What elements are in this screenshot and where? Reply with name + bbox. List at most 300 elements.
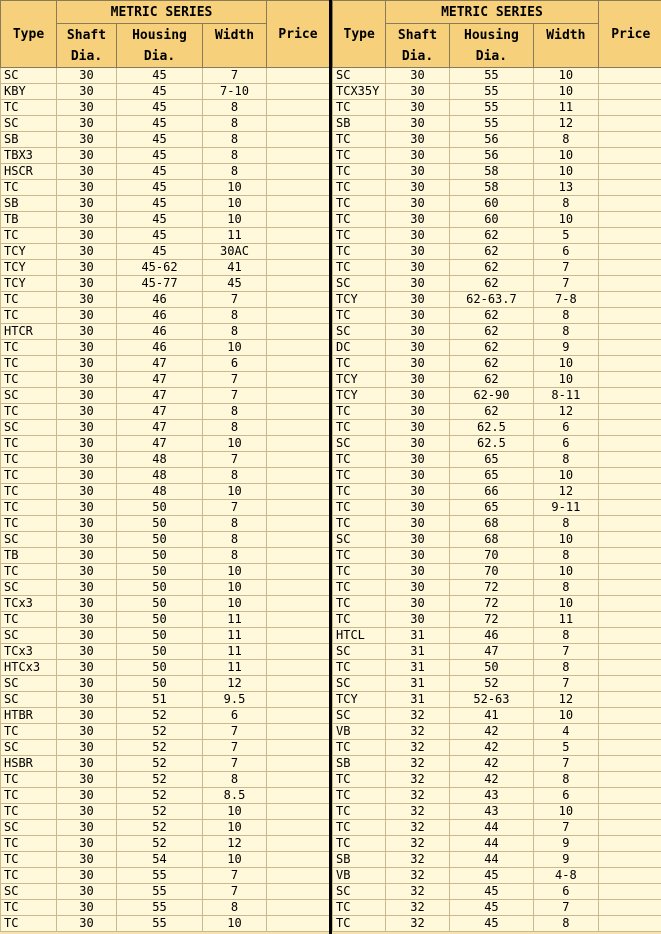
table-row xyxy=(1,340,330,356)
cell-type: SC xyxy=(333,68,386,84)
table-row xyxy=(1,260,330,276)
cell-housing-dia: 62 xyxy=(449,244,534,260)
table-row xyxy=(1,148,330,164)
cell-type: TC xyxy=(333,196,386,212)
cell-shaft-dia: 32 xyxy=(386,772,449,788)
cell-price xyxy=(267,564,330,580)
cell-price xyxy=(598,372,661,388)
cell-shaft-dia: 30 xyxy=(57,452,117,468)
cell-price xyxy=(598,596,661,612)
cell-price xyxy=(598,436,661,452)
table-row xyxy=(333,164,661,180)
cell-price xyxy=(598,884,661,900)
cell-housing-dia: 52 xyxy=(117,724,203,740)
cell-type: SB xyxy=(1,196,57,212)
cell-housing-dia: 45 xyxy=(117,196,203,212)
cell-type: TC xyxy=(333,900,386,916)
cell-price xyxy=(267,68,330,84)
cell-shaft-dia: 30 xyxy=(386,468,449,484)
cell-shaft-dia: 30 xyxy=(57,884,117,900)
cell-price xyxy=(267,116,330,132)
cell-width: 10 xyxy=(534,372,598,388)
col-type-header: Type xyxy=(1,24,57,47)
cell-shaft-dia: 30 xyxy=(57,244,117,260)
cell-width: 7 xyxy=(534,756,598,772)
cell-price xyxy=(598,676,661,692)
cell-shaft-dia: 30 xyxy=(57,132,117,148)
cell-type: TC xyxy=(1,100,57,116)
header-blank xyxy=(598,46,661,68)
cell-width: 8 xyxy=(534,132,598,148)
cell-type: HTCL xyxy=(333,628,386,644)
cell-housing-dia: 52 xyxy=(117,836,203,852)
cell-price xyxy=(598,292,661,308)
table-row xyxy=(333,916,661,932)
cell-type: TC xyxy=(1,868,57,884)
cell-housing-dia: 46 xyxy=(117,292,203,308)
cell-housing-dia: 52 xyxy=(117,708,203,724)
table-row xyxy=(333,100,661,116)
table-row xyxy=(333,516,661,532)
cell-type: TC xyxy=(333,500,386,516)
cell-price xyxy=(267,484,330,500)
cell-type: SC xyxy=(333,276,386,292)
cell-price xyxy=(267,148,330,164)
cell-shaft-dia: 32 xyxy=(386,724,449,740)
cell-price xyxy=(267,852,330,868)
cell-shaft-dia: 30 xyxy=(57,420,117,436)
cell-price xyxy=(267,420,330,436)
cell-housing-dia: 52 xyxy=(117,756,203,772)
cell-housing-dia: 45 xyxy=(449,884,534,900)
cell-housing-dia: 50 xyxy=(117,564,203,580)
cell-housing-dia: 50 xyxy=(117,532,203,548)
cell-shaft-dia: 30 xyxy=(57,404,117,420)
cell-housing-dia: 60 xyxy=(449,212,534,228)
table-row xyxy=(1,196,330,212)
cell-type: SC xyxy=(1,676,57,692)
cell-shaft-dia: 32 xyxy=(386,804,449,820)
cell-width: 10 xyxy=(203,916,267,932)
cell-price xyxy=(598,708,661,724)
cell-width: 9 xyxy=(534,340,598,356)
cell-housing-dia: 50 xyxy=(117,580,203,596)
cell-price xyxy=(598,852,661,868)
cell-housing-dia: 55 xyxy=(117,916,203,932)
cell-width: 7 xyxy=(203,292,267,308)
cell-width: 7 xyxy=(534,644,598,660)
cell-housing-dia: 48 xyxy=(117,468,203,484)
cell-housing-dia: 62 xyxy=(449,356,534,372)
cell-housing-dia: 52 xyxy=(117,772,203,788)
table-row xyxy=(1,756,330,772)
cell-type: TCY xyxy=(333,388,386,404)
cell-price xyxy=(598,580,661,596)
cell-width: 7 xyxy=(534,276,598,292)
cell-price xyxy=(267,836,330,852)
cell-width: 10 xyxy=(203,820,267,836)
col-type-header: Type xyxy=(333,24,386,47)
cell-type: TC xyxy=(333,212,386,228)
cell-shaft-dia: 30 xyxy=(57,676,117,692)
cell-shaft-dia: 30 xyxy=(57,372,117,388)
cell-width: 7 xyxy=(534,900,598,916)
col-shaft-header: Shaft xyxy=(57,24,117,47)
cell-shaft-dia: 32 xyxy=(386,884,449,900)
cell-price xyxy=(267,644,330,660)
table-row xyxy=(333,180,661,196)
cell-width: 8 xyxy=(534,772,598,788)
cell-width: 7 xyxy=(534,260,598,276)
cell-housing-dia: 45 xyxy=(117,244,203,260)
series-title: METRIC SERIES xyxy=(57,1,267,24)
cell-width: 5 xyxy=(534,740,598,756)
cell-price xyxy=(598,628,661,644)
cell-shaft-dia: 30 xyxy=(57,468,117,484)
table-row xyxy=(1,388,330,404)
cell-type: HTCx3 xyxy=(1,660,57,676)
table-row xyxy=(333,740,661,756)
cell-type: TC xyxy=(1,500,57,516)
cell-type: SC xyxy=(333,708,386,724)
series-title: METRIC SERIES xyxy=(386,1,598,24)
cell-price xyxy=(598,804,661,820)
cell-type: TC xyxy=(1,612,57,628)
cell-type: SC xyxy=(333,676,386,692)
cell-width: 11 xyxy=(203,628,267,644)
cell-shaft-dia: 30 xyxy=(386,100,449,116)
cell-type: TC xyxy=(333,820,386,836)
cell-shaft-dia: 32 xyxy=(386,836,449,852)
cell-width: 8 xyxy=(203,324,267,340)
table-row xyxy=(1,276,330,292)
cell-shaft-dia: 30 xyxy=(386,436,449,452)
cell-shaft-dia: 30 xyxy=(386,148,449,164)
cell-shaft-dia: 30 xyxy=(57,388,117,404)
cell-price xyxy=(267,500,330,516)
cell-width: 9 xyxy=(534,836,598,852)
cell-price xyxy=(267,292,330,308)
cell-type: SC xyxy=(1,820,57,836)
cell-price xyxy=(267,580,330,596)
table-row xyxy=(1,452,330,468)
cell-type: SC xyxy=(1,420,57,436)
table-row xyxy=(1,788,330,804)
cell-shaft-dia: 32 xyxy=(386,740,449,756)
cell-shaft-dia: 31 xyxy=(386,660,449,676)
cell-width: 11 xyxy=(203,612,267,628)
cell-shaft-dia: 30 xyxy=(57,340,117,356)
cell-shaft-dia: 32 xyxy=(386,900,449,916)
cell-housing-dia: 62 xyxy=(449,340,534,356)
cell-price xyxy=(267,340,330,356)
cell-shaft-dia: 30 xyxy=(386,484,449,500)
cell-price xyxy=(267,468,330,484)
cell-housing-dia: 54 xyxy=(117,852,203,868)
cell-type: TC xyxy=(333,612,386,628)
table-row xyxy=(333,340,661,356)
table-row xyxy=(1,324,330,340)
cell-width: 10 xyxy=(203,564,267,580)
cell-width: 6 xyxy=(534,420,598,436)
cell-housing-dia: 45 xyxy=(117,68,203,84)
cell-type: TCx3 xyxy=(1,644,57,660)
cell-price xyxy=(267,436,330,452)
table-row xyxy=(1,612,330,628)
cell-width: 10 xyxy=(203,596,267,612)
table-row xyxy=(1,404,330,420)
table-row xyxy=(333,500,661,516)
cell-width: 7-8 xyxy=(534,292,598,308)
table-row xyxy=(1,132,330,148)
cell-width: 7 xyxy=(203,868,267,884)
table-row xyxy=(333,852,661,868)
cell-shaft-dia: 30 xyxy=(386,516,449,532)
cell-width: 13 xyxy=(534,180,598,196)
table-row xyxy=(1,212,330,228)
cell-width: 7-10 xyxy=(203,84,267,100)
header-blank xyxy=(333,1,386,24)
cell-shaft-dia: 30 xyxy=(386,356,449,372)
cell-type: SC xyxy=(1,628,57,644)
cell-width: 8.5 xyxy=(203,788,267,804)
table-row xyxy=(1,180,330,196)
table-row xyxy=(333,868,661,884)
cell-housing-dia: 46 xyxy=(117,324,203,340)
cell-type: TC xyxy=(333,788,386,804)
cell-price xyxy=(598,820,661,836)
cell-housing-dia: 44 xyxy=(449,820,534,836)
cell-type: SC xyxy=(1,740,57,756)
cell-width: 12 xyxy=(534,692,598,708)
cell-width: 8 xyxy=(534,660,598,676)
cell-width: 10 xyxy=(534,564,598,580)
right-metric-table xyxy=(332,0,661,932)
table-row xyxy=(333,596,661,612)
table-row xyxy=(333,884,661,900)
table-row xyxy=(1,820,330,836)
cell-width: 8 xyxy=(203,532,267,548)
cell-shaft-dia: 30 xyxy=(57,836,117,852)
cell-shaft-dia: 30 xyxy=(386,164,449,180)
cell-type: TC xyxy=(1,484,57,500)
cell-housing-dia: 52-63 xyxy=(449,692,534,708)
cell-width: 8 xyxy=(534,580,598,596)
cell-housing-dia: 55 xyxy=(117,884,203,900)
cell-type: SC xyxy=(1,68,57,84)
cell-shaft-dia: 30 xyxy=(57,164,117,180)
cell-width: 30AC xyxy=(203,244,267,260)
cell-type: TC xyxy=(333,564,386,580)
cell-housing-dia: 68 xyxy=(449,532,534,548)
col-housing-subheader: Dia. xyxy=(117,46,203,68)
table-row xyxy=(333,900,661,916)
cell-shaft-dia: 30 xyxy=(57,148,117,164)
cell-shaft-dia: 32 xyxy=(386,868,449,884)
cell-housing-dia: 52 xyxy=(117,820,203,836)
cell-price xyxy=(267,772,330,788)
cell-type: KBY xyxy=(1,84,57,100)
cell-shaft-dia: 30 xyxy=(386,596,449,612)
cell-price xyxy=(598,724,661,740)
cell-width: 8 xyxy=(534,916,598,932)
table-row xyxy=(1,164,330,180)
cell-shaft-dia: 31 xyxy=(386,644,449,660)
table-row xyxy=(1,580,330,596)
table-row xyxy=(333,580,661,596)
cell-price xyxy=(598,484,661,500)
cell-width: 11 xyxy=(203,660,267,676)
cell-housing-dia: 45 xyxy=(117,164,203,180)
cell-shaft-dia: 30 xyxy=(57,772,117,788)
cell-type: TC xyxy=(1,404,57,420)
cell-price xyxy=(598,132,661,148)
cell-shaft-dia: 30 xyxy=(57,628,117,644)
cell-housing-dia: 58 xyxy=(449,180,534,196)
cell-price xyxy=(267,132,330,148)
cell-housing-dia: 62-63.7 xyxy=(449,292,534,308)
cell-width: 10 xyxy=(534,84,598,100)
cell-price xyxy=(598,644,661,660)
table-row xyxy=(1,548,330,564)
cell-price xyxy=(267,868,330,884)
cell-width: 4 xyxy=(534,724,598,740)
cell-housing-dia: 62 xyxy=(449,372,534,388)
cell-shaft-dia: 30 xyxy=(386,404,449,420)
cell-housing-dia: 72 xyxy=(449,596,534,612)
cell-width: 8 xyxy=(203,100,267,116)
cell-width: 7 xyxy=(203,884,267,900)
cell-housing-dia: 42 xyxy=(449,740,534,756)
cell-width: 7 xyxy=(203,756,267,772)
cell-shaft-dia: 30 xyxy=(386,388,449,404)
cell-housing-dia: 65 xyxy=(449,500,534,516)
cell-price xyxy=(267,84,330,100)
cell-width: 10 xyxy=(203,580,267,596)
cell-type: SC xyxy=(333,436,386,452)
cell-type: SC xyxy=(333,884,386,900)
cell-price xyxy=(267,788,330,804)
cell-shaft-dia: 30 xyxy=(386,452,449,468)
cell-price xyxy=(598,420,661,436)
cell-housing-dia: 45 xyxy=(117,180,203,196)
cell-housing-dia: 48 xyxy=(117,452,203,468)
cell-type: TCY xyxy=(333,292,386,308)
table-row xyxy=(1,532,330,548)
cell-type: TC xyxy=(1,308,57,324)
table-row xyxy=(333,756,661,772)
cell-housing-dia: 50 xyxy=(117,516,203,532)
table-row xyxy=(1,708,330,724)
cell-width: 10 xyxy=(534,804,598,820)
cell-type: TBX3 xyxy=(1,148,57,164)
cell-width: 11 xyxy=(534,612,598,628)
cell-price xyxy=(598,244,661,260)
table-row xyxy=(1,500,330,516)
cell-type: SC xyxy=(1,388,57,404)
cell-type: TC xyxy=(333,468,386,484)
table-row xyxy=(333,676,661,692)
cell-housing-dia: 46 xyxy=(117,308,203,324)
cell-width: 8 xyxy=(534,196,598,212)
cell-shaft-dia: 30 xyxy=(57,660,117,676)
table-row xyxy=(1,596,330,612)
cell-shaft-dia: 30 xyxy=(57,116,117,132)
cell-shaft-dia: 30 xyxy=(386,372,449,388)
header-blank xyxy=(1,1,57,24)
cell-housing-dia: 43 xyxy=(449,804,534,820)
cell-type: SB xyxy=(333,116,386,132)
cell-type: TC xyxy=(1,804,57,820)
table-row xyxy=(333,132,661,148)
cell-type: TC xyxy=(333,452,386,468)
cell-price xyxy=(267,708,330,724)
cell-housing-dia: 45 xyxy=(117,84,203,100)
cell-width: 7 xyxy=(203,388,267,404)
cell-housing-dia: 45 xyxy=(117,148,203,164)
cell-width: 8 xyxy=(203,404,267,420)
cell-price xyxy=(598,276,661,292)
cell-housing-dia: 68 xyxy=(449,516,534,532)
cell-price xyxy=(267,628,330,644)
table-row xyxy=(1,644,330,660)
cell-type: TC xyxy=(333,308,386,324)
cell-type: HTCR xyxy=(1,324,57,340)
table-row xyxy=(1,772,330,788)
table-row xyxy=(333,372,661,388)
cell-width: 10 xyxy=(203,852,267,868)
cell-width: 7 xyxy=(203,500,267,516)
cell-width: 8 xyxy=(534,516,598,532)
cell-price xyxy=(598,916,661,932)
cell-price xyxy=(598,468,661,484)
cell-price xyxy=(598,148,661,164)
table-row xyxy=(1,116,330,132)
cell-type: TCX35Y xyxy=(333,84,386,100)
cell-price xyxy=(267,100,330,116)
cell-shaft-dia: 30 xyxy=(57,644,117,660)
cell-shaft-dia: 30 xyxy=(386,180,449,196)
cell-price xyxy=(598,516,661,532)
table-row xyxy=(1,804,330,820)
cell-housing-dia: 50 xyxy=(117,628,203,644)
cell-shaft-dia: 30 xyxy=(386,500,449,516)
cell-width: 8 xyxy=(203,420,267,436)
cell-shaft-dia: 30 xyxy=(57,580,117,596)
cell-type: TC xyxy=(333,580,386,596)
cell-shaft-dia: 30 xyxy=(57,788,117,804)
cell-shaft-dia: 30 xyxy=(57,596,117,612)
cell-shaft-dia: 30 xyxy=(386,196,449,212)
cell-width: 10 xyxy=(534,164,598,180)
cell-price xyxy=(267,276,330,292)
table-row xyxy=(333,612,661,628)
cell-shaft-dia: 32 xyxy=(386,788,449,804)
header-blank xyxy=(203,46,267,68)
cell-shaft-dia: 30 xyxy=(386,84,449,100)
cell-type: VB xyxy=(333,868,386,884)
cell-type: TC xyxy=(1,916,57,932)
cell-type: TC xyxy=(333,596,386,612)
cell-type: TCY xyxy=(1,276,57,292)
table-row xyxy=(1,564,330,580)
cell-width: 8 xyxy=(203,148,267,164)
cell-price xyxy=(598,612,661,628)
cell-housing-dia: 45-77 xyxy=(117,276,203,292)
table-row xyxy=(1,292,330,308)
cell-housing-dia: 55 xyxy=(449,116,534,132)
table-row xyxy=(333,468,661,484)
